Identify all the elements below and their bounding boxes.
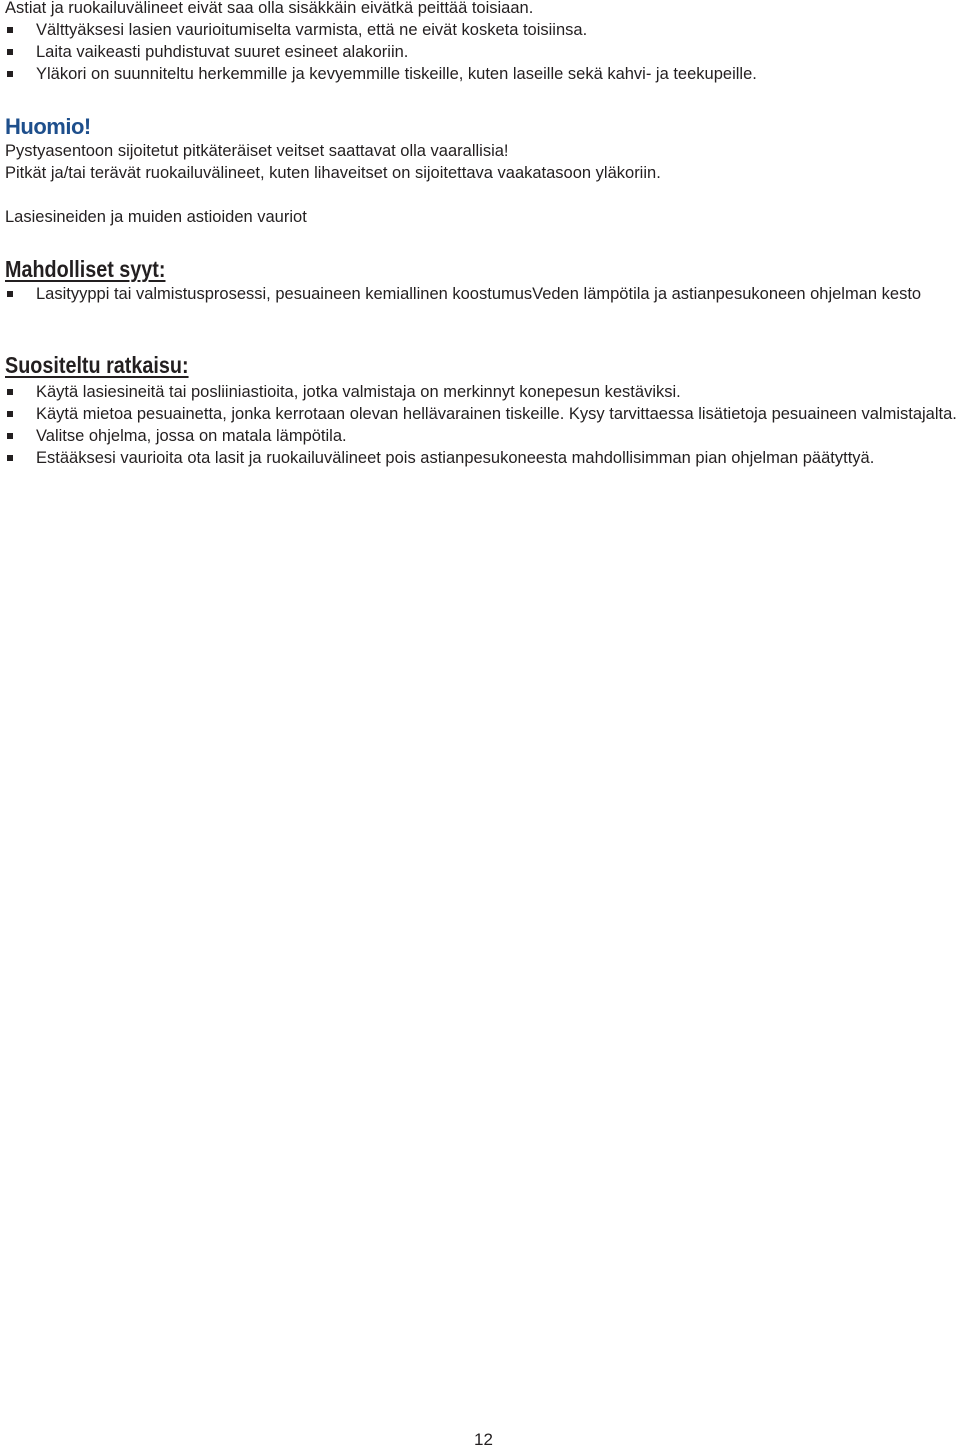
solution-heading: Suositeltu ratkaisu: [5,352,189,378]
list-item [5,381,960,403]
list-item [5,283,960,305]
square-bullet-icon [7,389,13,395]
list-item-text: Yläkori on suunniteltu herkemmille ja kevyemmille tiskeille, kuten laseille sekä kahvi- ja teekupeille. [36,65,757,83]
warning-heading: Huomio! [5,114,91,139]
list-item [5,447,960,469]
solution-list [5,381,960,469]
causes-heading: Mahdolliset syyt: [5,256,166,282]
list-item-text: Lasityyppi tai valmistusprosessi, pesuaineen kemiallinen koostumusVeden lämpötila ja astianpesukoneen ohjelman kesto [36,285,922,303]
square-bullet-icon [7,49,13,55]
list-item [5,41,960,63]
list-item [5,425,960,447]
warning-line-2: Pitkät ja/tai terävät ruokailuvälineet, kuten lihaveitset on sijoitettava vaakatasoon yläkoriin. [5,164,661,182]
intro-text: Astiat ja ruokailuvälineet eivät saa olla sisäkkäin eivätkä peittää toisiaan. [5,0,534,17]
list-item-text: Välttyäksesi lasien vaurioitumiselta varmista, että ne eivät kosketa toisiinsa. [36,21,588,39]
square-bullet-icon [7,433,13,439]
damage-title: Lasiesineiden ja muiden astioiden vauriot [5,208,307,226]
square-bullet-icon [7,411,13,417]
list-item-text: Valitse ohjelma, jossa on matala lämpötila. [36,427,347,445]
square-bullet-icon [7,27,13,33]
list-item-text: Käytä lasiesineitä tai posliiniastioita, jotka valmistaja on merkinnyt konepesun kestäviksi. [36,383,681,401]
square-bullet-icon [7,455,13,461]
list-item [5,63,960,85]
warning-line-1: Pystyasentoon sijoitetut pitkäteräiset veitset saattavat olla vaarallisia! [5,142,509,160]
page-number: 12 [474,1430,493,1449]
list-item-text: Estääksesi vaurioita ota lasit ja ruokailuvälineet pois astianpesukoneesta mahdollisimman pian ohjelman päätyttyä. [36,449,875,467]
square-bullet-icon [7,291,13,297]
list-item-text: Käytä mietoa pesuainetta, jonka kerrotaan olevan hellävarainen tiskeille. Kysy tarvittaessa lisätietoja pesuaineen valmistajalta. [36,405,957,423]
square-bullet-icon [7,71,13,77]
list-item [5,403,960,425]
loading-bullet-list [5,19,960,85]
causes-list [5,283,960,305]
list-item-text: Laita vaikeasti puhdistuvat suuret esineet alakoriin. [36,43,409,61]
list-item [5,19,960,41]
